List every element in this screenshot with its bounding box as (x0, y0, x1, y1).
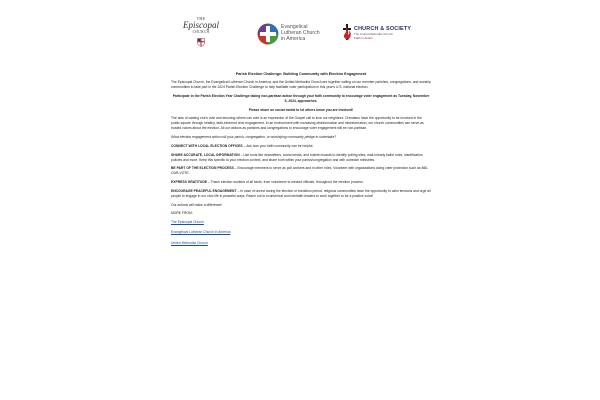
elca-line3: in America (281, 36, 306, 42)
elca-cross-icon (257, 23, 279, 45)
action-item (171, 189, 431, 199)
umc-church-and-society-logo (341, 23, 433, 47)
action-item (171, 166, 431, 176)
document-body (171, 72, 431, 251)
episcopal-logo-line3: CHURCH (192, 30, 210, 34)
document-title: Parish Election Challenge: Building Community with Election Engagement (235, 72, 367, 76)
action-text: – Thank election workers of all kinds, from volunteers to elected officials, throughout the election process. (206, 180, 364, 185)
action-text: – Encourage members to serve as poll workers and in other roles. Volunteer with organizations doing voter protection such as 866-OUR-VOTE. (171, 166, 429, 176)
pledge-question: What election engagement action will your parish, congregation, or worshiping community pledge to undertake? (171, 135, 337, 140)
logo-header (171, 16, 431, 60)
action-heading: EXPRESS GRATITUDE (171, 180, 207, 185)
intro-paragraph: The Episcopal Church, the Evangelical Lutheran Church in America, and the United Methodist Church are together calling on our member parishes, congregations, and worship communities to take part in the 2024 Parish Election Challenge to help facilitate voter participation in this year's U.S. national election. (171, 80, 431, 90)
action-text: – Ask how your faith community can be helpful. (242, 143, 314, 148)
participate-paragraph: Participate in the Parish Election Year Challenge taking non-partisan action through your faith community to encourage voter engagement as Tuesday, November 5, 2024, approaches. (172, 93, 430, 103)
body-paragraph: The acts of casting one's vote and ensuring others can vote is an expression of the Gospel call to love our neighbors. Christians have the opportunity to be involved in the public square through healthy, faith-informed civic engagement. In an environment with increasing disinformation and misinformation, our church communities can serve as trusted voices about the election. All our actions as parishes and congregations to encourage voter engagement will be non-partisan. (171, 116, 424, 131)
episcopal-logo-line1: THE (196, 16, 206, 21)
share-paragraph: Please share on social media to let others know you are involved! (248, 107, 354, 112)
action-item (171, 180, 431, 185)
episcopal-logo-line2: Episcopal (183, 20, 219, 30)
action-heading: SHARE ACCURATE, LOCAL INFORMATION (171, 152, 240, 157)
episcopal-shield-icon (197, 38, 205, 47)
document-page (171, 10, 431, 395)
episcopal-church-logo (171, 16, 231, 52)
elca-logo (257, 23, 329, 47)
more-from-label: MORE FROM: (171, 211, 193, 216)
action-item (171, 153, 431, 163)
elca-line2: Lutheran Church (281, 30, 320, 36)
umc-logo-subtitle: The United Methodist Church (354, 32, 394, 36)
link-elca[interactable]: Evangelical Lutheran Church in America (171, 230, 231, 235)
umc-logo-tagline: Faith in Action (354, 36, 373, 40)
action-heading: ENCOURAGE PEACEFUL ENGAGEMENT (171, 188, 237, 193)
action-heading: BE PART OF THE ELECTION PROCESS (171, 166, 234, 171)
action-text: – In case of unrest during the election or transition period, religious communities have the opportunity to calm tensions and urge all people to engage in our civic life in peaceful ways. Reach out to ecumenical and interfaith leaders to work together to be a positive voice! (171, 188, 431, 198)
elca-line1: Evangelical (281, 24, 308, 30)
action-item (171, 144, 431, 149)
closing-line: Our actions will make a difference! (171, 202, 223, 207)
elca-logo-text (281, 24, 333, 42)
link-episcopal-church[interactable]: The Episcopal Church (171, 219, 204, 224)
action-heading: CONNECT WITH LOCAL ELECTION OFFICES (171, 143, 243, 148)
action-text: – Use tools like newsletters, social media, and bulletin boards to identify polling sites, mail-in/early ballot rules, identification policies and more. Keep this specific to your election context, and share both within your parish/congregation and with outreach ministries. (171, 152, 423, 162)
umc-logo-title: CHURCH & SOCIETY (354, 26, 412, 32)
cross-and-flame-icon (341, 23, 353, 41)
link-united-methodist-church[interactable]: United Methodist Church (171, 240, 208, 245)
